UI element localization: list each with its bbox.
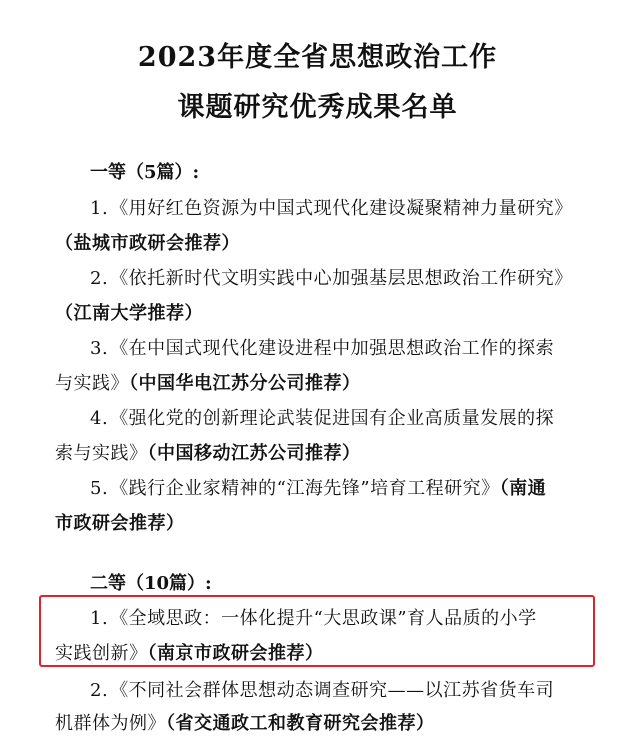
item-recommender: （中国华电江苏分公司推荐） (129, 373, 361, 394)
list-item-line (90, 676, 554, 702)
item-title-continued: 实践创新》 (55, 643, 148, 664)
item-number: 2. (90, 680, 109, 701)
item-title-continued: 索与实践》 (55, 443, 148, 464)
document-title-line-2: 课题研究优秀成果名单 (177, 92, 458, 123)
item-recommender: 市政研会推荐） (55, 513, 185, 534)
item-number: 1. (90, 198, 109, 219)
item-title: 《不同社会群体思想动态调查研究——以江苏省货车司 (110, 680, 555, 701)
list-item-line (55, 509, 185, 535)
list-item-line (55, 299, 203, 325)
item-recommender: （中国移动江苏公司推荐） (147, 443, 361, 464)
document-title-line-1: 2023年度全省思想政治工作 (137, 42, 498, 73)
item-number: 5. (90, 478, 109, 499)
item-title: 《全域思政：一体化提升“大思政课”育人品质的小学 (110, 608, 537, 629)
item-number: 1. (90, 608, 109, 629)
item-recommender: （盐城市政研会推荐） (55, 233, 240, 254)
item-title-continued: 与实践》 (55, 373, 129, 394)
item-recommender: （江南大学推荐） (55, 303, 203, 324)
item-title: 《强化党的创新理论武装促进国有企业高质量发展的探 (110, 408, 555, 429)
list-item-line (90, 334, 554, 360)
list-item-line (55, 709, 435, 735)
item-number: 2. (90, 268, 109, 289)
list-item-line (90, 404, 554, 430)
item-title-continued: 机群体为例》 (55, 713, 166, 734)
list-item-line (55, 229, 240, 255)
item-number: 4. (90, 408, 109, 429)
list-item-line (90, 604, 537, 630)
list-item-line (90, 194, 573, 220)
item-recommender: （省交通政工和教育研究会推荐） (166, 713, 435, 734)
list-item-line (55, 639, 324, 665)
item-title: 《依托新时代文明实践中心加强基层思想政治工作研究》 (110, 268, 573, 289)
item-title: 《用好红色资源为中国式现代化建设凝聚精神力量研究》 (110, 198, 573, 219)
item-recommender: （南京市政研会推荐） (147, 643, 324, 664)
item-title: 《践行企业家精神的“江海先锋”培育工程研究》 (110, 478, 500, 499)
section-heading-first-prize: 一等（5篇）: (90, 162, 200, 183)
list-item-line (55, 439, 361, 465)
list-item-line (55, 369, 361, 395)
list-item-line (90, 264, 573, 290)
item-title: 《在中国式现代化建设进程中加强思想政治工作的探索 (110, 338, 555, 359)
item-number: 3. (90, 338, 109, 359)
item-recommender-start: （南通 (499, 478, 547, 499)
list-item-line (90, 474, 546, 500)
section-heading-second-prize: 二等（10篇）: (90, 573, 212, 594)
